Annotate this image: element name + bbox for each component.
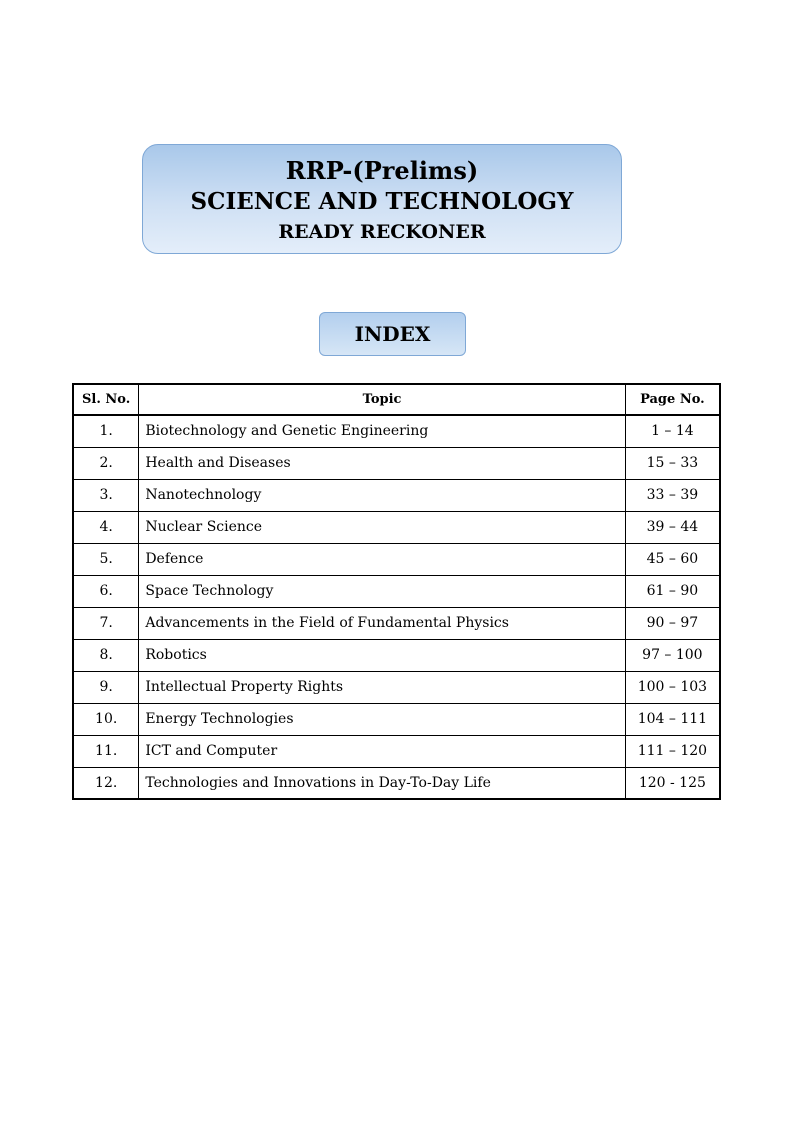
row-topic: Health and Diseases <box>139 447 625 479</box>
row-topic: Nanotechnology <box>139 479 625 511</box>
table-row <box>73 671 720 703</box>
row-sl-no: 5. <box>73 543 139 575</box>
table-row <box>73 575 720 607</box>
table-row <box>73 543 720 575</box>
row-topic: Technologies and Innovations in Day-To-Day Life <box>139 767 625 799</box>
title-line-rrp-prelims: RRP-(Prelims) <box>285 156 479 185</box>
row-page-range: 39 – 44 <box>625 511 720 543</box>
row-sl-no: 3. <box>73 479 139 511</box>
row-page-range: 104 – 111 <box>625 703 720 735</box>
row-sl-no: 10. <box>73 703 139 735</box>
row-sl-no: 4. <box>73 511 139 543</box>
table-row <box>73 607 720 639</box>
row-page-range: 90 – 97 <box>625 607 720 639</box>
row-sl-no: 9. <box>73 671 139 703</box>
row-topic: Intellectual Property Rights <box>139 671 625 703</box>
row-sl-no: 12. <box>73 767 139 799</box>
table-row <box>73 479 720 511</box>
row-page-range: 45 – 60 <box>625 543 720 575</box>
row-page-range: 111 – 120 <box>625 735 720 767</box>
index-heading: INDEX <box>319 312 466 356</box>
table-row <box>73 415 720 447</box>
table-row <box>73 703 720 735</box>
index-table <box>72 383 721 800</box>
row-page-range: 33 – 39 <box>625 479 720 511</box>
table-row <box>73 639 720 671</box>
table-row <box>73 447 720 479</box>
table-header-row <box>73 384 720 415</box>
header-topic: Topic <box>139 384 625 415</box>
row-sl-no: 6. <box>73 575 139 607</box>
row-page-range: 100 – 103 <box>625 671 720 703</box>
row-page-range: 1 – 14 <box>625 415 720 447</box>
table-row <box>73 735 720 767</box>
title-line-ready-reckoner: READY RECKONER <box>278 221 486 243</box>
row-page-range: 120 - 125 <box>625 767 720 799</box>
header-sl-no: Sl. No. <box>73 384 139 415</box>
row-topic: Defence <box>139 543 625 575</box>
row-topic: ICT and Computer <box>139 735 625 767</box>
row-sl-no: 2. <box>73 447 139 479</box>
row-sl-no: 11. <box>73 735 139 767</box>
row-page-range: 15 – 33 <box>625 447 720 479</box>
row-topic: Energy Technologies <box>139 703 625 735</box>
title-line-science-technology: SCIENCE AND TECHNOLOGY <box>190 188 574 215</box>
header-page-no: Page No. <box>625 384 720 415</box>
row-topic: Biotechnology and Genetic Engineering <box>139 415 625 447</box>
table-row <box>73 511 720 543</box>
title-banner <box>142 144 622 254</box>
row-topic: Advancements in the Field of Fundamental Physics <box>139 607 625 639</box>
row-page-range: 61 – 90 <box>625 575 720 607</box>
table-row <box>73 767 720 799</box>
row-topic: Nuclear Science <box>139 511 625 543</box>
row-topic: Space Technology <box>139 575 625 607</box>
row-page-range: 97 – 100 <box>625 639 720 671</box>
row-sl-no: 1. <box>73 415 139 447</box>
row-sl-no: 7. <box>73 607 139 639</box>
row-topic: Robotics <box>139 639 625 671</box>
row-sl-no: 8. <box>73 639 139 671</box>
